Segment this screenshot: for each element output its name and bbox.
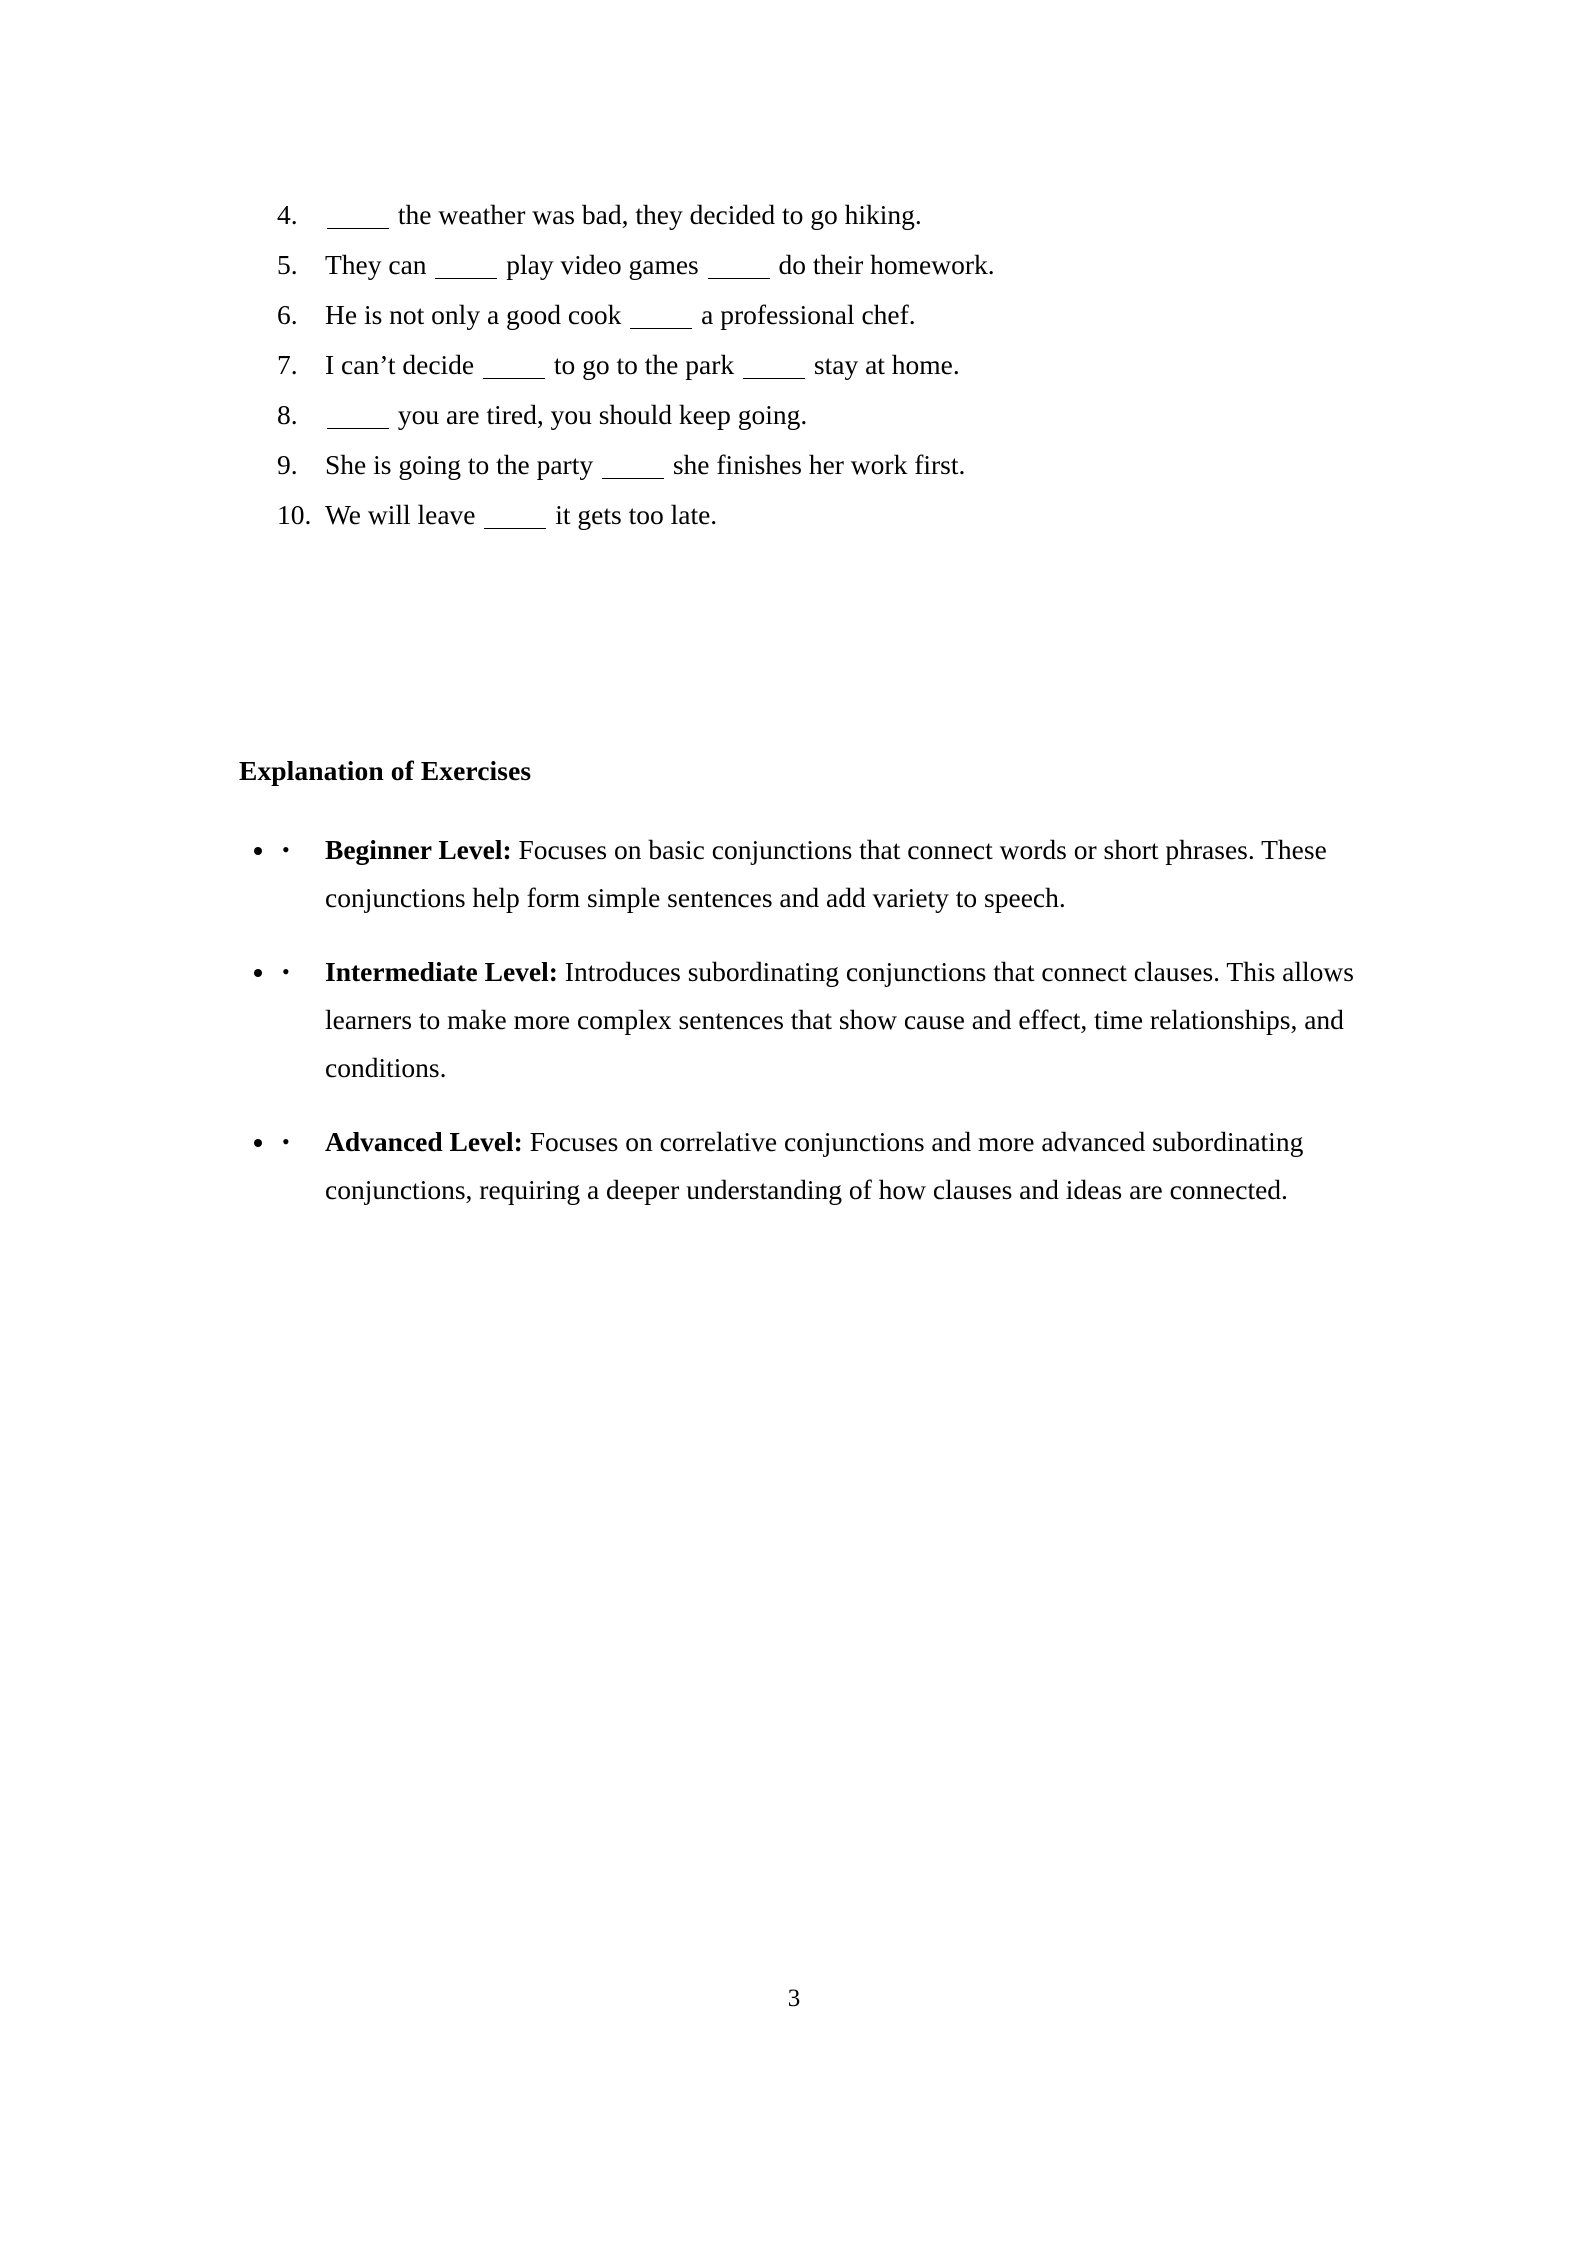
- exercise-text-fragment: the weather was bad, they decided to go hiking.: [397, 199, 922, 230]
- exercise-text-fragment: a professional chef.: [701, 298, 916, 330]
- fill-in-blank[interactable]: [435, 252, 497, 279]
- exercise-sentence: [325, 498, 1397, 530]
- list-item: [277, 826, 1387, 922]
- list-item-body: Focuses on basic conjunctions that connect words or short phrases. These conjunctions help form simple sentences and add variety to speech.: [325, 834, 1327, 913]
- exercise-text-fragment: I can’t decide: [325, 348, 475, 380]
- exercise-number: 5.: [277, 248, 298, 280]
- page-title: Explanation of Exercises: [239, 755, 532, 786]
- list-item-label: Beginner Level:: [325, 834, 512, 865]
- exercise-text-fragment: it gets too late.: [555, 498, 718, 530]
- exercise-number: 9.: [277, 448, 298, 480]
- exercise-text-fragment: They can: [325, 248, 427, 280]
- exercise-item: [277, 398, 1397, 430]
- fill-in-blank[interactable]: [327, 202, 389, 229]
- exercise-item: [277, 201, 1397, 229]
- list-item-body: Focuses on correlative conjunctions and more advanced subordinating conjunctions, requiring a deeper understanding of how clauses and ideas are connected.: [325, 1126, 1304, 1205]
- exercise-text-fragment: she finishes her work first.: [672, 448, 966, 480]
- bullet-icon: • •: [282, 1129, 290, 1154]
- list-item-body: Introduces subordinating conjunctions that connect clauses. This allows learners to make more complex sentences that show cause and effect, time relationships, and conditions.: [325, 956, 1354, 1083]
- exercise-text-fragment: do their homework.: [778, 248, 995, 280]
- exercise-number: 10.: [277, 498, 312, 530]
- exercise-item: [277, 248, 1397, 280]
- fill-in-blank[interactable]: [630, 302, 692, 329]
- list-item: [277, 1118, 1387, 1214]
- exercise-sentence: [325, 248, 1397, 280]
- exercise-sentence: [325, 298, 1397, 330]
- exercise-number: 8.: [277, 398, 298, 430]
- exercise-text-fragment: We will leave: [325, 498, 476, 530]
- page-number: 3: [787, 1985, 801, 2012]
- list-item-label: Intermediate Level:: [325, 956, 558, 987]
- fill-in-blank[interactable]: [327, 402, 389, 429]
- exercise-text-fragment: to go to the park: [553, 348, 735, 380]
- exercise-number: 7.: [277, 348, 298, 380]
- exercise-list: [237, 201, 1397, 551]
- explanation-bullet-list: [237, 826, 1387, 1240]
- exercise-sentence: [325, 448, 1397, 480]
- exercise-sentence: [325, 348, 1397, 380]
- exercise-number: 6.: [277, 298, 298, 330]
- list-item-label: Advanced Level:: [325, 1126, 523, 1157]
- exercise-text-fragment: She is going to the party: [325, 448, 594, 480]
- exercise-sentence: [325, 201, 1397, 229]
- exercise-number: 4.: [277, 199, 298, 230]
- exercise-item: [277, 448, 1397, 480]
- exercise-text-fragment: He is not only a good cook: [325, 298, 622, 330]
- fill-in-blank[interactable]: [483, 352, 545, 379]
- bullet-icon: • •: [282, 837, 290, 862]
- exercise-text-fragment: play video games: [506, 248, 699, 280]
- exercise-text-fragment: you are tired, you should keep going.: [397, 398, 808, 430]
- exercise-item: [277, 298, 1397, 330]
- exercise-item: [277, 498, 1397, 530]
- exercise-sentence: [325, 398, 1397, 430]
- fill-in-blank[interactable]: [484, 501, 546, 528]
- fill-in-blank[interactable]: [708, 252, 770, 279]
- exercise-text-fragment: stay at home.: [813, 348, 960, 380]
- fill-in-blank[interactable]: [743, 352, 805, 379]
- list-item: [277, 948, 1387, 1092]
- exercise-item: [277, 348, 1397, 380]
- fill-in-blank[interactable]: [602, 452, 664, 479]
- bullet-icon: • •: [282, 959, 290, 984]
